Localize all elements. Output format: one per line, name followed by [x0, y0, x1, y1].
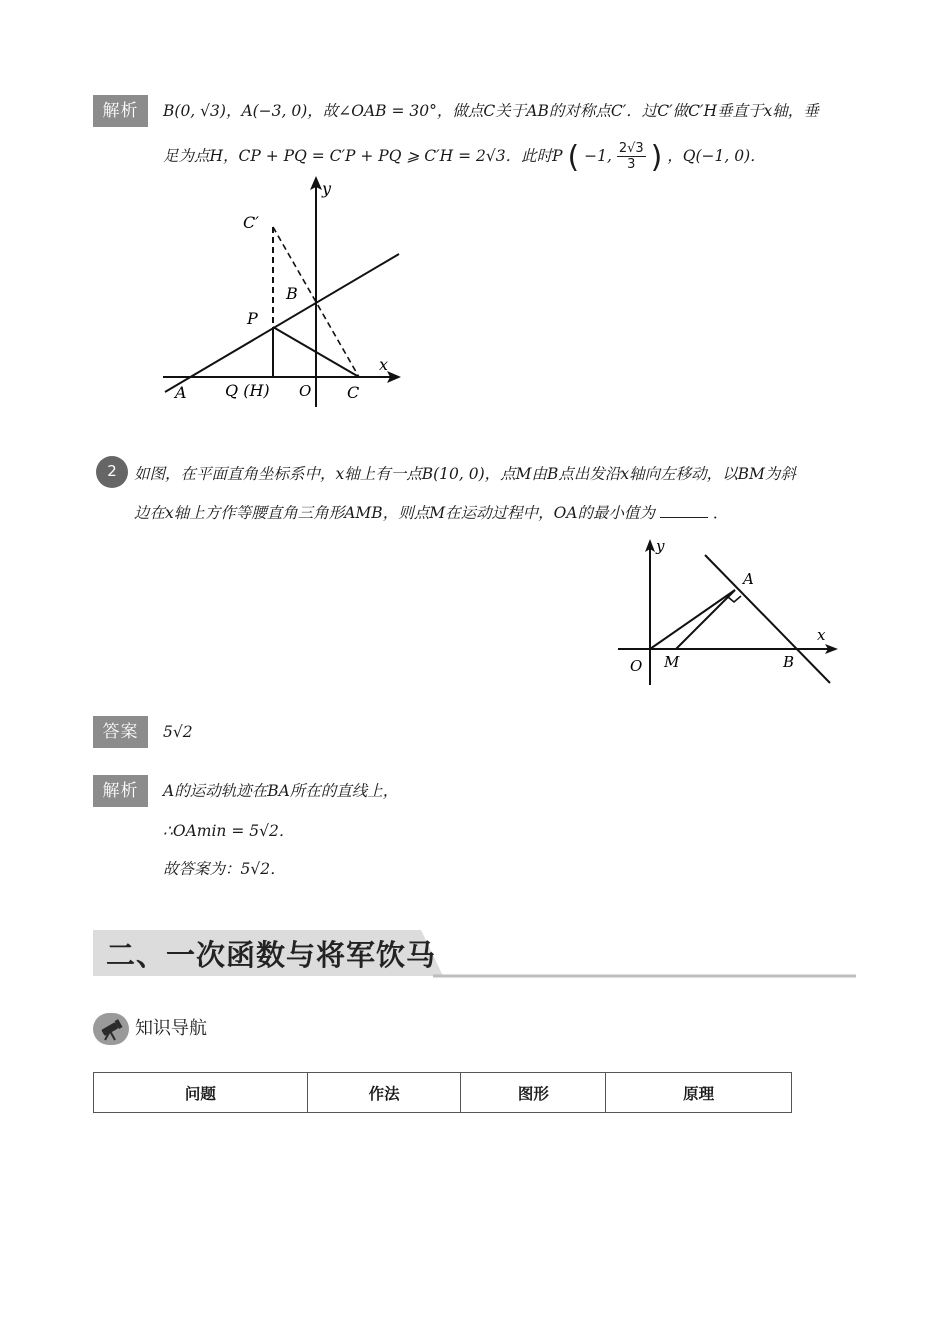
solution2-line-1: A的运动轨迹在BA所在的直线上， — [163, 782, 399, 800]
figure-isosceles-right-triangle — [612, 535, 840, 690]
label-a: A — [175, 383, 187, 402]
telescope-icon — [93, 1013, 129, 1045]
label-b: B — [286, 284, 298, 303]
label-o: O — [299, 382, 312, 400]
segment-ma — [676, 590, 735, 649]
knowledge-table — [93, 1072, 792, 1113]
label-p: P — [247, 309, 258, 328]
table-header-row — [94, 1073, 792, 1113]
question-line-1: 如图，在平面直角坐标系中，x轴上有一点B(10, 0)，点M由B点出发沿x轴向左移动，以BM为斜 — [134, 465, 796, 483]
section-title: 二、一次函数与将军饮马 — [106, 938, 437, 972]
solution-line-2: 足为点H，CP + PQ = C′P + PQ ⩾ C′H = 2√3．此时P ( −1, $\frac{2√3}{3}$ ) ，Q(−1, 0)． — [163, 140, 766, 175]
solution2-line-3: 故答案为：5√2． — [163, 860, 286, 878]
line-ab — [165, 254, 399, 392]
table-header-cell: 原理 — [606, 1073, 792, 1113]
answer-tag: 答案 — [93, 716, 148, 748]
figure-reflection-diagram — [155, 170, 415, 415]
label-b: B — [783, 653, 795, 671]
fraction: $\frac{2√3}{3}$ — [618, 141, 644, 172]
line-ba — [705, 555, 830, 683]
label-x: x — [817, 626, 826, 644]
label-cprime: C′ — [243, 213, 259, 232]
answer-blank — [660, 503, 708, 518]
question-number-badge: 2 — [96, 456, 128, 488]
label-y: y — [322, 179, 332, 198]
solution-line-1: B(0, √3)，A(−3, 0)，故∠OAB = 30°，做点C关于AB的对称点C′．过C′做C′H垂直于x轴，垂 — [163, 102, 819, 120]
table-header-cell: 作法 — [307, 1073, 461, 1113]
table-header-cell: 图形 — [461, 1073, 606, 1113]
table-header-cell: 问题 — [94, 1073, 308, 1113]
label-c: C — [347, 383, 360, 402]
segment-oa — [650, 590, 735, 649]
label-o: O — [630, 657, 643, 675]
solution2-line-2: ∴OAmin = 5√2． — [163, 822, 295, 840]
right-angle-mark — [728, 596, 741, 602]
label-a: A — [743, 570, 754, 588]
solution-tag: 解析 — [93, 95, 148, 127]
label-m: M — [664, 653, 680, 671]
answer-value: 5√2 — [163, 723, 193, 741]
question-line-2: 边在x轴上方作等腰直角三角形AMB，则点M在运动过程中，OA的最小值为 ． — [134, 504, 729, 522]
label-y: y — [656, 537, 665, 555]
label-qh: Q (H) — [225, 381, 270, 400]
solution-tag-2: 解析 — [93, 775, 148, 807]
knowledge-nav-label: 知识导航 — [135, 1018, 207, 1039]
label-x: x — [379, 355, 389, 374]
